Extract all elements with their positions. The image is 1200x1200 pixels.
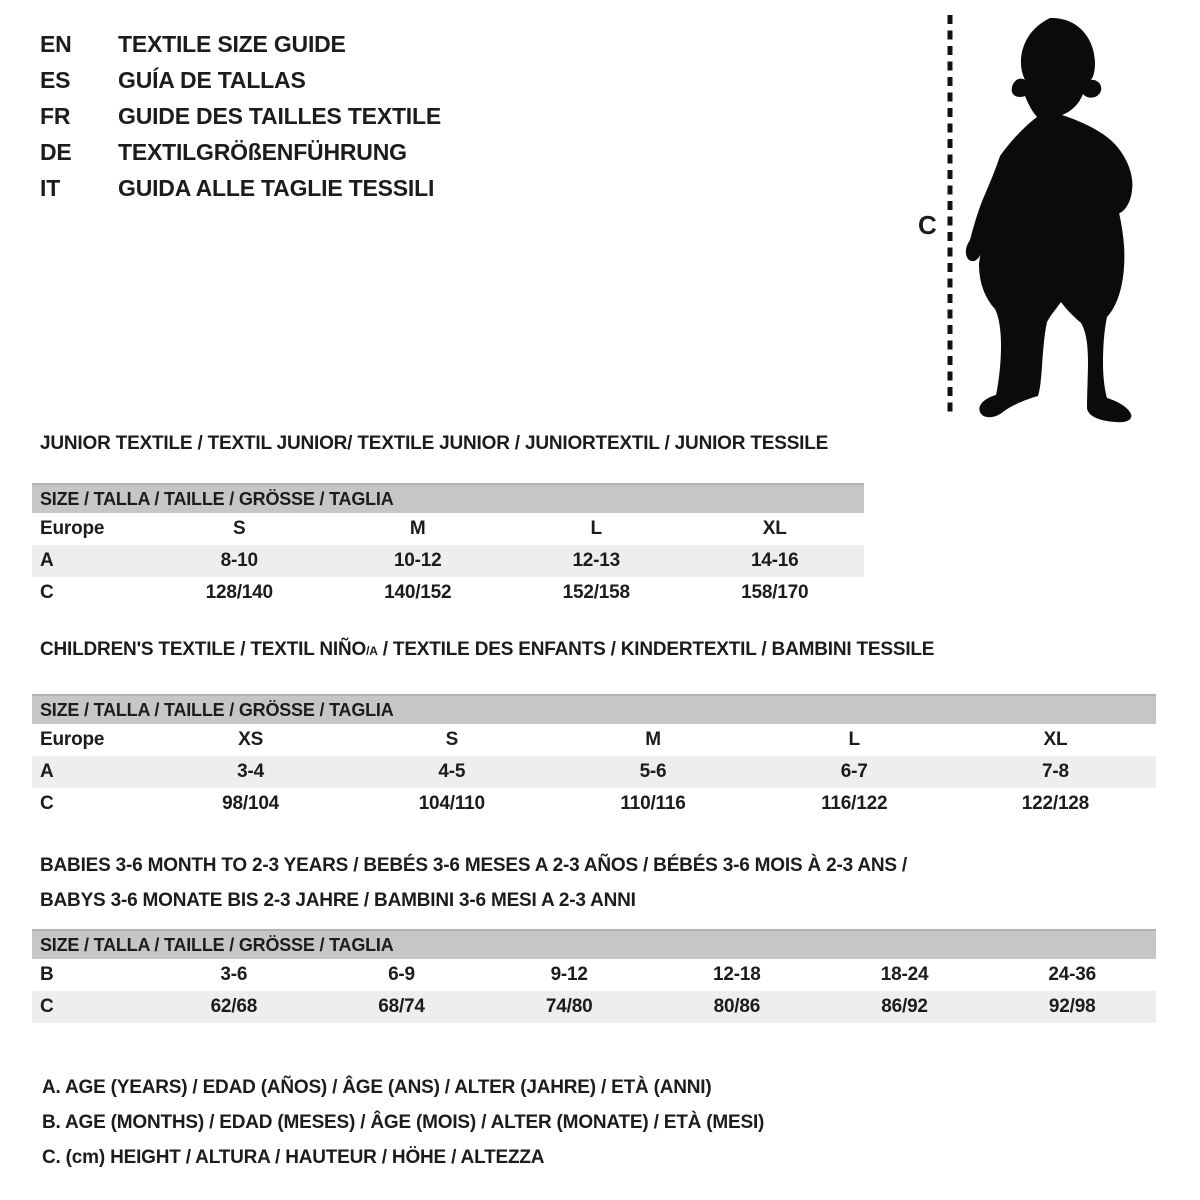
table-cell: 6-9 (388, 964, 415, 985)
table-cell: 86/92 (881, 996, 928, 1017)
language-title-row (40, 62, 441, 98)
table-cell: 104/110 (418, 793, 485, 814)
table-cell: 5-6 (639, 761, 667, 782)
language-code: ES (40, 67, 71, 93)
table-cell: 4-5 (438, 761, 466, 782)
table-row (32, 959, 1156, 991)
guide-title: GUIDE DES TAILLES TEXTILE (118, 103, 441, 129)
table-row (32, 577, 864, 609)
section-junior-textile (32, 432, 864, 609)
table-cell: M (409, 518, 426, 539)
language-title-row (40, 98, 441, 134)
table-cell: 128/140 (205, 582, 273, 603)
table-cell: 12-18 (713, 964, 761, 985)
footnotes (42, 1070, 764, 1175)
language-code: EN (40, 31, 72, 57)
table-cell: 10-12 (393, 550, 442, 571)
row-label: C (40, 996, 54, 1017)
table-cell: 7-8 (1041, 761, 1069, 782)
section-title-sub: /A (366, 644, 378, 658)
table-cell: L (590, 518, 602, 539)
language-code: FR (40, 103, 71, 129)
table-cell: 122/128 (1021, 793, 1090, 814)
table-cell: 3-4 (237, 761, 265, 782)
language-title-row (40, 26, 441, 62)
size-header-bar: SIZE / TALLA / TAILLE / GRÖSSE / TAGLIA (32, 929, 1156, 959)
table-cell: 98/104 (222, 793, 280, 814)
table-cell: 140/152 (384, 582, 452, 603)
table-cell: 8-10 (220, 550, 258, 571)
size-header-bar: SIZE / TALLA / TAILLE / GRÖSSE / TAGLIA (32, 694, 1156, 724)
row-label: Europe (40, 518, 105, 539)
table-cell: 68/74 (378, 996, 425, 1017)
table-cell: 110/116 (620, 793, 686, 814)
table-cell: 92/98 (1048, 996, 1096, 1017)
table-row (32, 788, 1156, 820)
table-row (32, 756, 1156, 788)
size-header-bar: SIZE / TALLA / TAILLE / GRÖSSE / TAGLIA (32, 483, 864, 513)
section-title-text: CHILDREN'S TEXTILE / TEXTIL NIÑO (40, 639, 367, 660)
guide-title: TEXTILE SIZE GUIDE (118, 31, 346, 57)
table-cell: 6-7 (840, 761, 868, 782)
table-cell: 74/80 (545, 996, 593, 1017)
row-label: C (40, 582, 54, 603)
language-code: IT (40, 175, 61, 201)
table-row (32, 545, 864, 577)
table-cell: 116/122 (821, 793, 888, 814)
table-cell: 14-16 (750, 550, 799, 571)
baby-figure (895, 0, 1160, 440)
table-cell: 24-36 (1048, 964, 1096, 985)
table-cell: XL (1043, 729, 1068, 750)
table-cell: 62/68 (210, 996, 258, 1017)
table-row (32, 724, 1156, 756)
section-title: JUNIOR TEXTILE / TEXTIL JUNIOR/ TEXTILE JUNIOR / JUNIORTEXTIL / JUNIOR TESSILE (40, 433, 829, 454)
table-cell: S (445, 729, 459, 750)
section-childrens-textile (32, 638, 1156, 820)
table-cell: S (233, 518, 246, 539)
table-cell: 80/86 (713, 996, 761, 1017)
guide-title: TEXTILGRÖßENFÜHRUNG (118, 139, 407, 165)
section-babies (32, 848, 1156, 1023)
table-cell: 152/158 (562, 582, 630, 603)
row-label: Europe (40, 729, 105, 750)
table-cell: 18-24 (880, 964, 929, 985)
footnote-age-months: B. AGE (MONTHS) / EDAD (MESES) / ÂGE (MOIS) / ALTER (MONATE) / ETÀ (MESI) (42, 1112, 765, 1133)
guide-title: GUÍA DE TALLAS (118, 67, 306, 93)
size-table-children (32, 724, 1156, 820)
footnote-height-cm: C. (cm) HEIGHT / ALTURA / HAUTEUR / HÖHE / ALTEZZA (42, 1147, 545, 1168)
row-label: A (40, 761, 54, 782)
language-title-row (40, 170, 441, 206)
size-table-junior (32, 513, 864, 609)
table-cell: XL (762, 518, 787, 539)
table-cell: L (848, 729, 860, 750)
row-label: B (40, 964, 54, 985)
size-table-babies (32, 959, 1156, 1023)
language-title-row (40, 134, 441, 170)
guide-title: GUIDA ALLE TAGLIE TESSILI (118, 175, 435, 201)
section-title (32, 638, 1156, 663)
section-title-line: BABYS 3-6 MONATE BIS 2-3 JAHRE / BAMBINI 3-6 MESI A 2-3 ANNI (40, 890, 636, 911)
language-code: DE (40, 139, 72, 165)
section-title (32, 848, 1156, 918)
table-cell: 9-12 (550, 964, 588, 985)
table-cell: 158/170 (741, 582, 809, 603)
row-label: C (40, 793, 54, 814)
footnote-age-years: A. AGE (YEARS) / EDAD (AÑOS) / ÂGE (ANS) / ALTER (JAHRE) / ETÀ (ANNI) (42, 1077, 712, 1098)
table-row (32, 991, 1156, 1023)
language-title-list (40, 26, 441, 206)
row-label: A (40, 550, 54, 571)
table-cell: 12-13 (572, 550, 621, 571)
table-cell: M (645, 729, 661, 750)
section-title-text: / TEXTILE DES ENFANTS / KINDERTEXTIL / BAMBINI TESSILE (377, 639, 935, 660)
table-cell: XS (238, 729, 264, 750)
table-cell: 3-6 (220, 964, 248, 985)
height-measure-label: C (918, 210, 937, 240)
section-title-line: BABIES 3-6 MONTH TO 2-3 YEARS / BEBÉS 3-6 MESES A 2-3 AÑOS / BÉBÉS 3-6 MOIS À 2-3 ANS / (40, 855, 908, 876)
table-row (32, 513, 864, 545)
